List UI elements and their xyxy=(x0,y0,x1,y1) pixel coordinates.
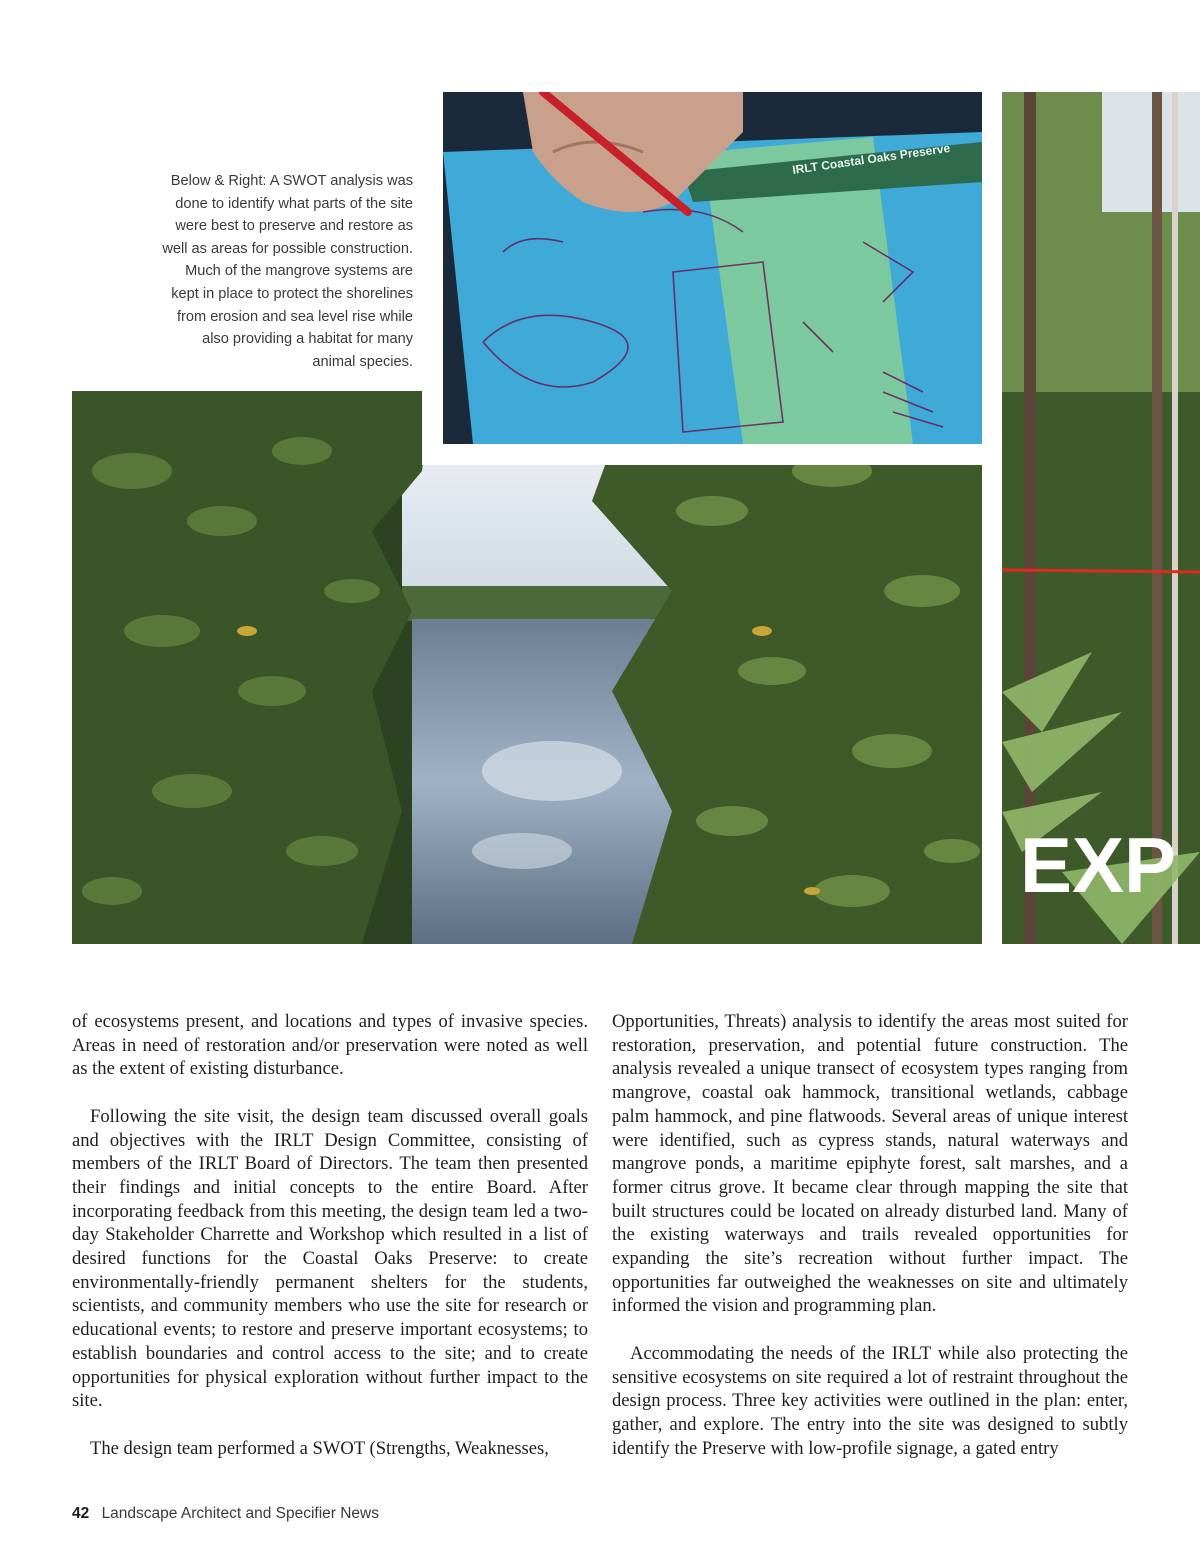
map-title: IRLT Coastal Oaks Preserve xyxy=(791,140,952,177)
pine-forest-photo xyxy=(1002,92,1200,944)
publication-name: Landscape Architect and Specifier News xyxy=(101,1505,379,1522)
forest-overlay-text: EXP xyxy=(1020,821,1177,909)
page-number: 42 xyxy=(72,1505,90,1522)
paragraph: Accommodating the needs of the IRLT while also protecting the sensitive ecosystems on site required a lot of restraint throughout the design process. Three key activities were outlined in the plan: enter, gather, and explore. The entry into the site was designed to subtly identify the Preserve with low-profile signage, a gated entry xyxy=(612,1342,1128,1459)
swot-map-photo xyxy=(443,92,982,444)
paragraph: Opportunities, Threats) analysis to identify the areas most suited for restoration, preservation, and potential future construction. The analysis revealed a unique transect of ecosystem types ranging from mangrove, coastal oak hammock, transitional wetlands, cabbage palm hammock, and pine flatwoods. Several areas of unique interest were identified, such as cypress stands, natural waterways and mangrove ponds, a maritime epiphyte forest, salt marshes, and a former citrus grove. It became clear through mapping the site that built structures could be located on already disturbed land. Many of the existing waterways and trails revealed opportunities for expanding the site’s recreation without further impact. The opportunities far outweighed the weaknesses on site and ultimately informed the vision and programming plan. xyxy=(612,1011,1128,1317)
mangrove-water-photo xyxy=(72,391,982,944)
body-column-left xyxy=(72,1010,588,1484)
photo-caption: Below & Right: A SWOT analysis was done to identify what parts of the site were best to preserve and restore as well as areas for possible construction. Much of the mangrove systems are kept in place to protect the shorelines from erosion and sea level rise while also providing a habitat for many animal species. xyxy=(162,173,413,370)
paragraph: The design team performed a SWOT (Strengths, Weaknesses, xyxy=(90,1437,549,1459)
page-footer xyxy=(72,1505,379,1523)
paragraph: of ecosystems present, and locations and types of invasive species. Areas in need of restoration and/or preservation were noted as well as the extent of existing disturbance. xyxy=(72,1011,588,1080)
body-column-right xyxy=(612,1010,1128,1484)
paragraph: Following the site visit, the design team discussed overall goals and objectives with the IRLT Design Committee, consisting of members of the IRLT Board of Directors. The team then presented their findings and initial concepts to the entire Board. After incorporating feedback from this meeting, the design team led a two-day Stakeholder Charrette and Workshop which resulted in a list of desired functions for the Coastal Oaks Preserve: to create environmentally-friendly permanent shelters for the students, scientists, and community members who use the site for research or educational events; to restore and preserve important ecosystems; to establish boundaries and control access to the site; and to create opportunities for physical exploration without further impact to the site. xyxy=(72,1105,588,1412)
